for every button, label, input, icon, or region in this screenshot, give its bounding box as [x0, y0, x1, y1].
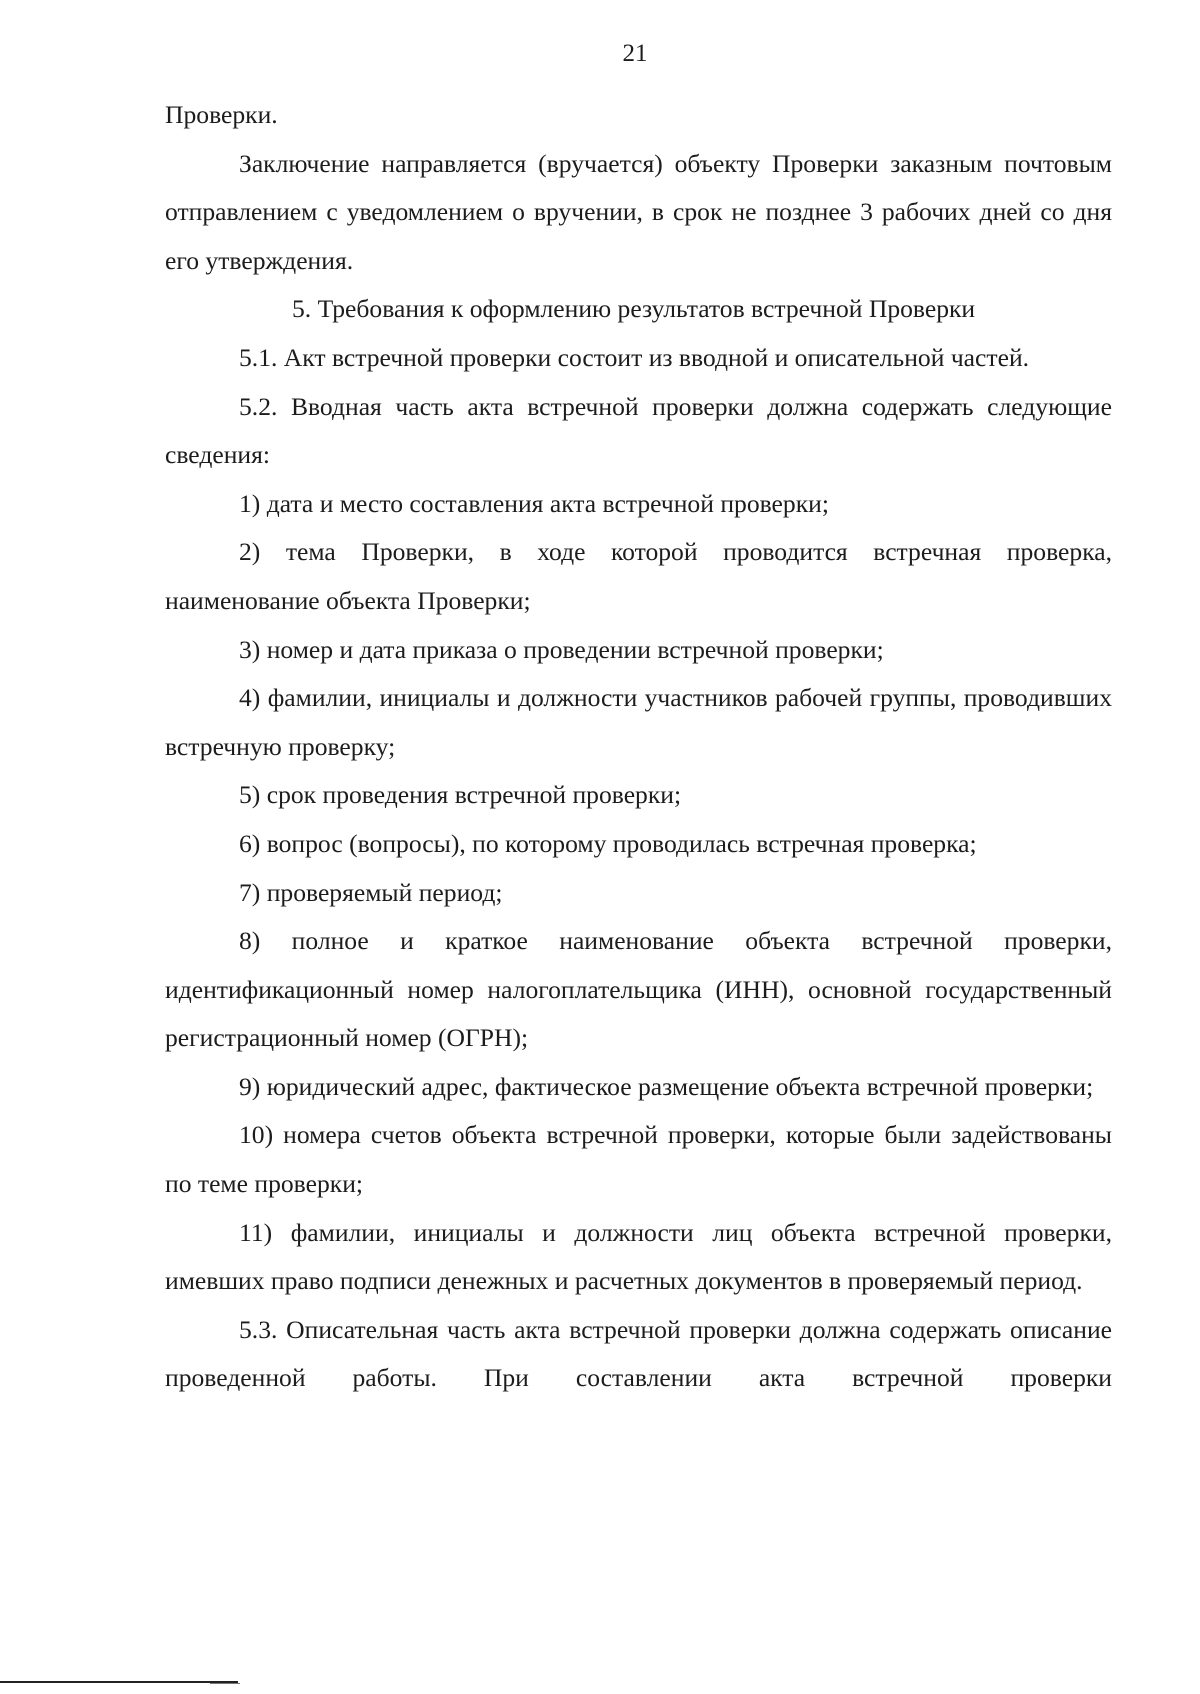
list-item-8: 8) полное и краткое наименование объекта встречной проверки, идентификационный номер налогоплательщика (ИНН), основной государственный регистрационный номер (ОГРН);	[165, 926, 1112, 1053]
list-item-11: 11) фамилии, инициалы и должности лиц объекта встречной проверки, имевших право подписи денежных и расчетных документов в проверяемый период.	[165, 1217, 1112, 1296]
list-item-3: 3) номер и дата приказа о проведении встречной проверки;	[239, 634, 884, 664]
paragraph-5-1: 5.1. Акт встречной проверки состоит из вводной и описательной частей.	[239, 342, 1030, 372]
paragraph-5-3: 5.3. Описательная часть акта встречной проверки должна содержать описание проведенной работы. При составлении акта встречной проверки	[165, 1314, 1112, 1393]
paragraph-5-2: 5.2. Вводная часть акта встречной проверки должна содержать следующие сведения:	[165, 391, 1112, 470]
footer-rule-tail	[210, 1683, 240, 1684]
paragraph-conclusion-delivery: Заключение направляется (вручается) объекту Проверки заказным почтовым отправлением с уведомлением о вручении, в срок не позднее 3 рабочих дней со дня его утверждения.	[165, 148, 1112, 275]
list-item-10: 10) номера счетов объекта встречной проверки, которые были задействованы по теме проверки;	[165, 1120, 1112, 1199]
list-item-6: 6) вопрос (вопросы), по которому проводилась встречная проверка;	[239, 828, 977, 858]
list-item-1: 1) дата и место составления акта встречной проверки;	[239, 488, 829, 518]
list-item-5: 5) срок проведения встречной проверки;	[239, 780, 682, 810]
section-heading-5: 5. Требования к оформлению результатов встречной Проверки	[292, 294, 976, 324]
footer-rule	[0, 1681, 238, 1683]
document-body	[165, 91, 1112, 1403]
list-item-2: 2) тема Проверки, в ходе которой проводится встречная проверка, наименование объекта Проверки;	[165, 537, 1112, 615]
list-item-9: 9) юридический адрес, фактическое размещение объекта встречной проверки;	[239, 1071, 1094, 1101]
list-item-7: 7) проверяемый период;	[239, 877, 503, 907]
paragraph-continuation: Проверки.	[165, 100, 278, 129]
list-item-4: 4) фамилии, инициалы и должности участников рабочей группы, проводивших встречную проверку;	[165, 683, 1112, 761]
page-number: 21	[622, 40, 648, 67]
